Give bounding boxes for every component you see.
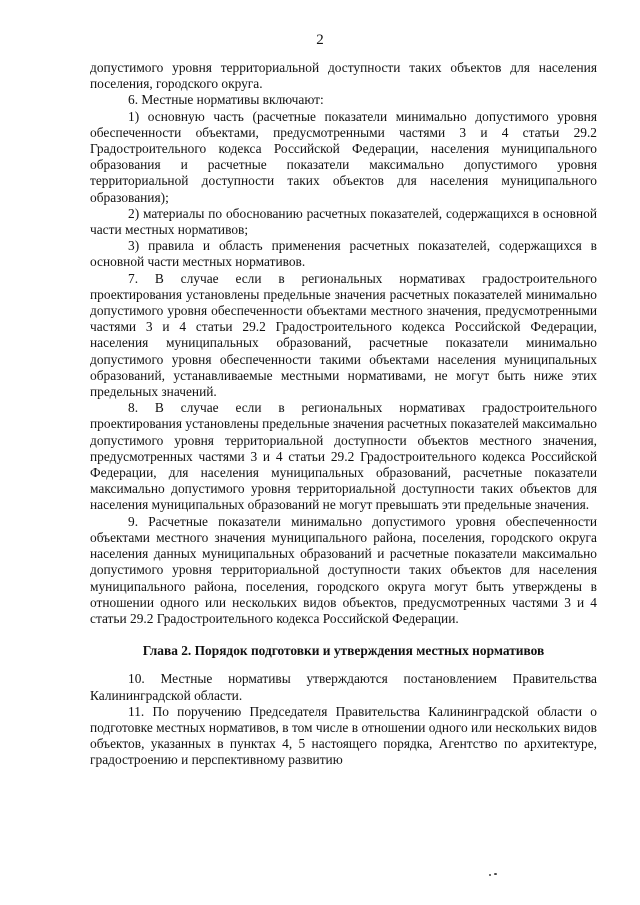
page-number: 2 [316, 32, 324, 48]
chapter-heading: Глава 2. Порядок подготовки и утверждения местных нормативов [142, 643, 545, 659]
paragraph-subitem-1: 1) основную часть (расчетные показатели минимально допустимого уровня обеспеченности объектами, предусмотренными частями 3 и 4 статьи 29.2 Градостроительного кодекса Российской Федерации, населения муниципального образования и расчетные показатели максимально допустимого уровня территориальной доступности таких объектов для населения муниципального образования); [90, 108, 597, 205]
paragraph-item-7: 7. В случае если в региональных нормативах градостроительного проектирования установлены предельные значения расчетных показателей минимально допустимого уровня обеспеченности объектами местного значения, предусмотренными частями 3 и 4 статьи 29.2 Градостроительного кодекса Российской Федерации, населения муниципальных образований, расчетные показатели минимально допустимого уровня обеспеченности такими объектами населения муниципальных образований, устанавливаемые местными нормативами, не могут быть ниже этих предельных значений. [90, 270, 597, 400]
paragraph-continuation: допустимого уровня территориальной доступности таких объектов для населения поселения, городского округа. [90, 60, 597, 92]
paragraph-subitem-2: 2) материалы по обоснованию расчетных показателей, содержащихся в основной части местных нормативов; [90, 205, 597, 238]
paragraph-item-10: 10. Местные нормативы утверждаются постановлением Правительства Калининградской области. [90, 671, 597, 703]
paragraph-item-8: 8. В случае если в региональных нормативах градостроительного проектирования установлены предельные значения расчетных показателей максимально допустимого уровня территориальной доступности объектов местного значения, предусмотренных частями 3 и 4 статьи 29.2 Градостроительного кодекса Российской Федерации, для населения муниципальных образований, расчетные показатели максимально допустимого уровня территориальной доступности таких объектов для населения муниципальных образований не могут превышать эти предельные значения. [90, 400, 597, 513]
paragraph-item-11: 11. По поручению Председателя Правительства Калининградской области о подготовке местных нормативов, в том числе в отношении одного или нескольких видов объектов, указанных в пунктах 4, 5 настоящего порядка, Агентство по архитектуре, градостроению и перспективному развитию [90, 703, 597, 768]
paragraph-item-6: 6. Местные нормативы включают: [128, 92, 324, 108]
paragraph-subitem-3: 3) правила и область применения расчетных показателей, содержащихся в основной части местных нормативов. [90, 238, 597, 270]
scan-artifact [489, 873, 499, 877]
paragraph-item-9: 9. Расчетные показатели минимально допустимого уровня обеспеченности объектами местного значения муниципального района, поселения, городского округа населения данных муниципальных образований и расчетные показатели максимально допустимого уровня территориальной доступности таких объектов для населения муниципального района, поселения, городского округа могут быть утверждены в отношении одного или нескольких видов объектов, предусмотренных частями 3 и 4 статьи 29.2 Градостроительного кодекса Российской Федерации. [90, 513, 597, 626]
document-body [90, 60, 597, 769]
